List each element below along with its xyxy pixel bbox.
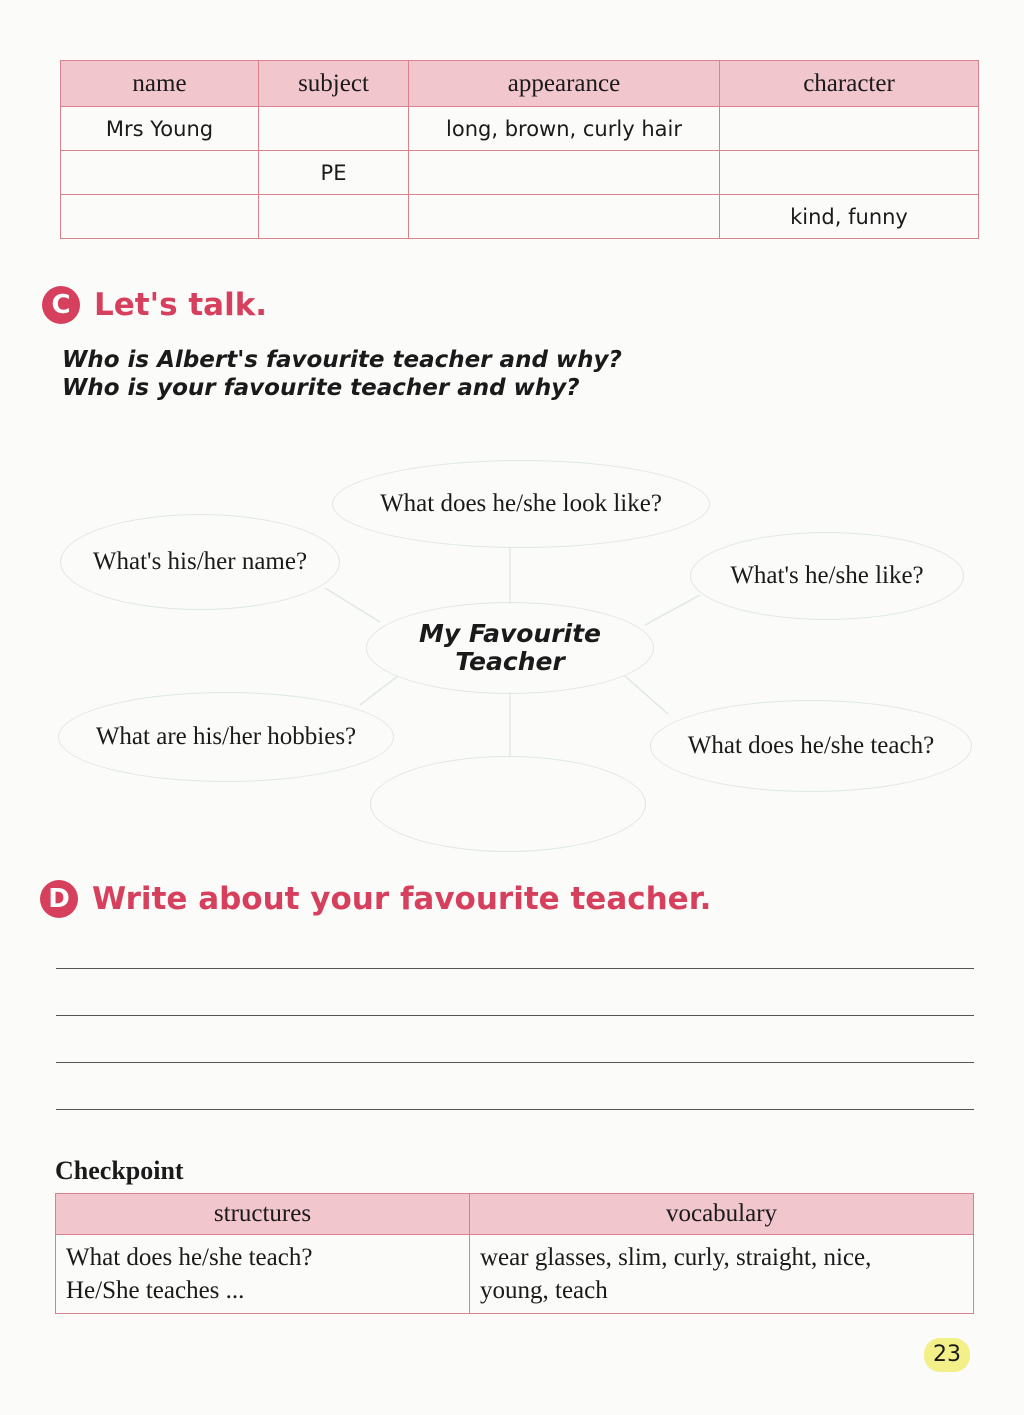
section-d-title: Write about your favourite teacher. (92, 881, 712, 917)
page-number: 23 (924, 1338, 970, 1372)
table-header-row (56, 1194, 974, 1235)
vocabulary-line: wear glasses, slim, curly, straight, nice, (480, 1244, 872, 1271)
section-c-badge: C (42, 286, 80, 324)
table-row (56, 1235, 974, 1314)
structures-cell (56, 1235, 470, 1314)
bubble-text: What does he/she teach? (687, 732, 935, 759)
header-name: name (61, 61, 259, 107)
bubble-text: What are his/her hobbies? (95, 723, 357, 750)
checkpoint-table (55, 1193, 974, 1314)
bubble-text: What's he/she like? (730, 562, 924, 589)
writing-line[interactable] (56, 968, 974, 969)
connector-line (360, 676, 398, 705)
bubble-hobbies (58, 692, 394, 782)
bubble-text: What's his/her name? (92, 548, 308, 575)
connector-line (325, 588, 380, 622)
table-cell: kind, funny (720, 195, 979, 239)
table-cell: PE (259, 151, 409, 195)
bubble-name (60, 514, 340, 610)
structure-line: He/She teaches ... (66, 1277, 245, 1304)
center-title-line2: Teacher (455, 647, 565, 676)
question-2: Who is your favourite teacher and why? (62, 375, 580, 401)
header-subject: subject (259, 61, 409, 107)
header-character: character (720, 61, 979, 107)
structure-line: What does he/she teach? (66, 1244, 313, 1271)
bubble-look-like (332, 460, 710, 548)
vocabulary-cell (470, 1235, 974, 1314)
header-structures: structures (56, 1194, 470, 1235)
bubble-like (690, 532, 964, 620)
section-d-heading (40, 880, 711, 918)
writing-line[interactable] (56, 1109, 974, 1110)
section-c-title: Let's talk. (94, 287, 268, 323)
bubble-empty[interactable] (370, 756, 646, 852)
bubble-text: What does he/she look like? (380, 490, 662, 517)
bubble-teach (650, 700, 972, 792)
table-cell: long, brown, curly hair (409, 107, 720, 151)
question-1: Who is Albert's favourite teacher and why? (62, 347, 622, 373)
table-cell: Mrs Young (61, 107, 259, 151)
center-title-line1: My Favourite (418, 619, 602, 648)
bubble-center (366, 602, 654, 694)
connector-line (625, 676, 668, 714)
checkpoint-title: Checkpoint (55, 1156, 184, 1185)
section-d-badge: D (40, 880, 78, 918)
header-vocabulary: vocabulary (470, 1194, 974, 1235)
connector-line (645, 595, 700, 625)
writing-line[interactable] (56, 1015, 974, 1016)
writing-line[interactable] (56, 1062, 974, 1063)
header-appearance: appearance (409, 61, 720, 107)
vocabulary-line: young, teach (480, 1277, 608, 1304)
